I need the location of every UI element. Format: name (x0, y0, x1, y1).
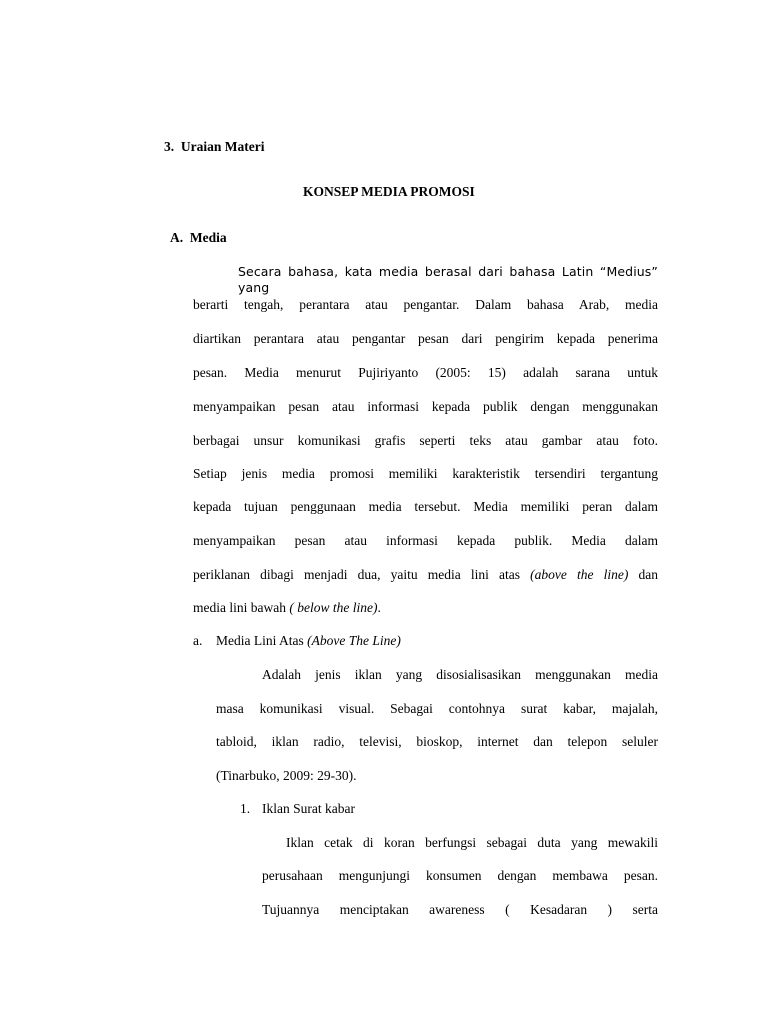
paragraph-line (193, 567, 658, 583)
paragraph-line: menyampaikan pesan atau informasi kepada publik dengan menggunakan (193, 399, 658, 414)
paragraph-line: berarti tengah, perantara atau pengantar. Dalam bahasa Arab, media (193, 297, 658, 312)
paragraph-text: dan (628, 567, 658, 582)
page-title: KONSEP MEDIA PROMOSI (303, 184, 475, 199)
paragraph-line: Iklan cetak di koran berfungsi sebagai duta yang mewakili (286, 835, 658, 850)
subsection-title: Media (189, 230, 227, 245)
list-label: Media Lini Atas (216, 633, 308, 648)
list-item-a (193, 633, 202, 649)
paragraph-line: masa komunikasi visual. Sebagai contohnya surat kabar, majalah, (216, 701, 658, 716)
paragraph-italic-text: ( below the line) (289, 600, 378, 615)
paragraph-line: berbagai unsur komunikasi grafis seperti teks atau gambar atau foto. (193, 433, 658, 448)
paragraph-line: diartikan perantara atau pengantar pesan dari pengirim kepada penerima (193, 331, 658, 346)
paragraph-line (193, 600, 381, 616)
paragraph-line: perusahaan mengunjungi konsumen dengan membawa pesan. (262, 868, 658, 883)
list-label-italic: (Above The Line) (307, 633, 401, 648)
paragraph-line: menyampaikan pesan atau informasi kepada publik. Media dalam (193, 533, 658, 548)
paragraph-italic-text: (above the line) (530, 567, 629, 582)
paragraph-line: Adalah jenis iklan yang disosialisasikan menggunakan media (262, 667, 658, 682)
paragraph-line: Setiap jenis media promosi memiliki karakteristik tersendiri tergantung (193, 466, 658, 481)
paragraph-line: Secara bahasa, kata media berasal dari bahasa Latin “Medius” yang (238, 264, 658, 295)
paragraph-text: media lini bawah (193, 600, 290, 615)
paragraph-line: pesan. Media menurut Pujiriyanto (2005: 15) adalah sarana untuk (193, 365, 658, 380)
section-number: 3. (164, 139, 175, 154)
paragraph-text: periklanan dibagi menjadi dua, yaitu media lini atas (193, 567, 531, 582)
list-item-1-marker: 1. (240, 801, 251, 816)
subsection-letter: A. (170, 230, 184, 245)
paragraph-line: (Tinarbuko, 2009: 29-30). (216, 768, 357, 783)
subsection-header (170, 230, 227, 246)
paragraph-line: Tujuannya menciptakan awareness ( Kesadaran ) serta (262, 902, 658, 917)
paragraph-line: kepada tujuan penggunaan media tersebut. Media memiliki peran dalam (193, 499, 658, 514)
list-item-1-label: Iklan Surat kabar (262, 801, 355, 816)
section-title: Uraian Materi (180, 139, 265, 154)
list-item-a-label (216, 633, 401, 649)
list-marker: a. (193, 633, 203, 648)
paragraph-text: . (377, 600, 381, 615)
paragraph-line: tabloid, iklan radio, televisi, bioskop, internet dan telepon seluler (216, 734, 658, 749)
section-header (164, 139, 264, 155)
